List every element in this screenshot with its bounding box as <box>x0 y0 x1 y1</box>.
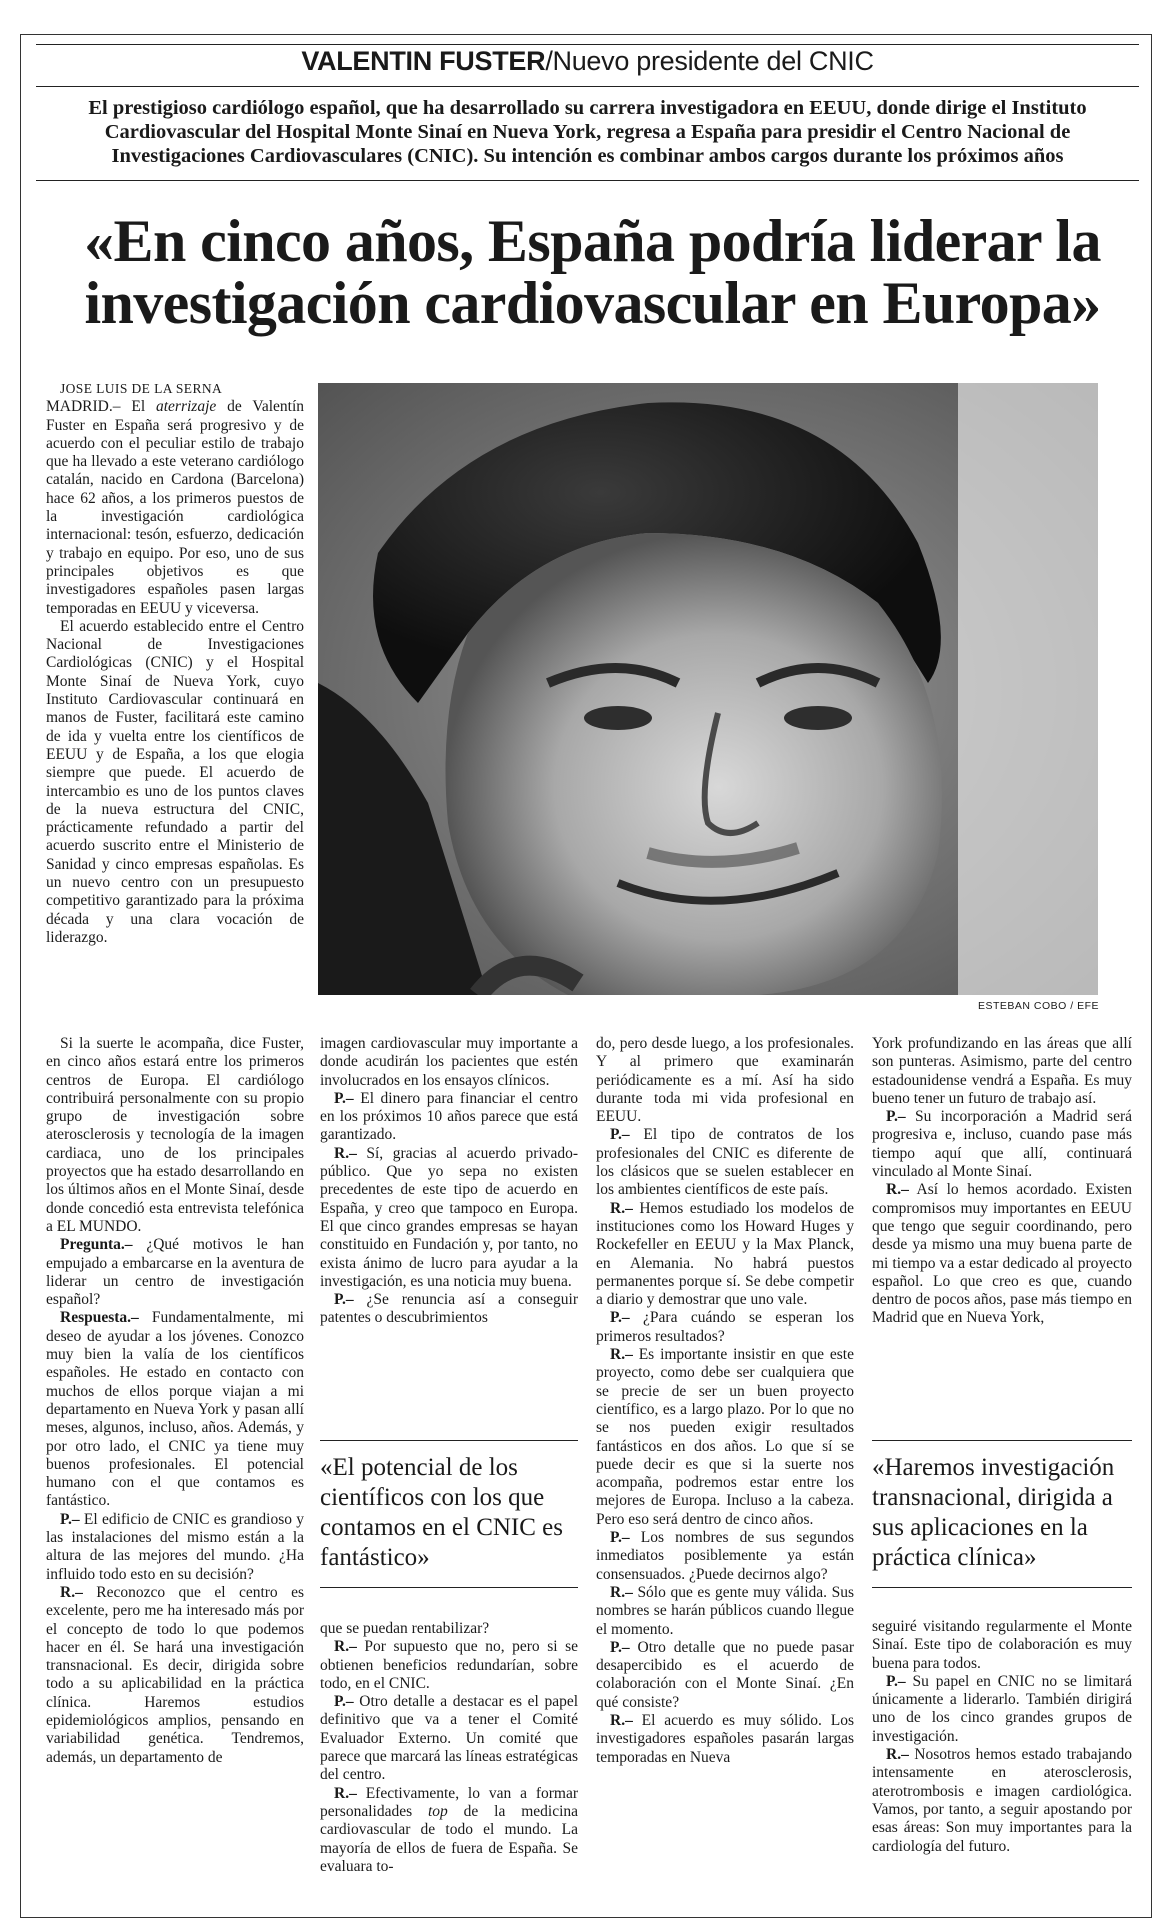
column-3 <box>596 1035 854 1767</box>
column-2-bottom <box>320 1620 578 1876</box>
question-text: Otro detalle a destacar es el papel definitivo que va a tener el Comité Evaluador Externo. Un comité que parece que marcará las líneas estratégicas del centro. <box>320 1693 579 1784</box>
photo-credit: ESTEBAN COBO / EFE <box>977 1000 1099 1012</box>
paragraph: do, pero desde luego, a los profesionales. Y al primero que examinarán periódicamente es a mí. Así ha sido durante toda mi vida profesional en EEUU. <box>596 1035 854 1126</box>
paragraph: seguiré visitando regularmente el Monte Sinaí. Este tipo de colaboración es muy buena para todos. <box>872 1618 1132 1672</box>
question <box>46 1236 304 1309</box>
lead-text-1: El <box>131 398 146 416</box>
lead-italic: aterrizaje <box>156 398 217 416</box>
question-text: El tipo de contratos de los profesionales del CNIC es diferente de los clásicos que se suelen establecer en los ambientes científicos de este país. <box>596 1126 854 1199</box>
kicker <box>0 46 1175 77</box>
question <box>872 1108 1132 1181</box>
question-label: P.– <box>886 1108 906 1126</box>
question-text: El dinero para financiar el centro en los próximos 10 años parece que está garantizado. <box>320 1089 579 1144</box>
question <box>596 1639 854 1712</box>
headline: «En cinco años, España podría liderar la investigación cardiovascular en Europa» <box>84 208 1101 336</box>
kicker-rule <box>36 86 1139 87</box>
question-text: Otro detalle que no puede pasar desapercibido es el acuerdo de colaboración con el Monte Sinaí. ¿En qué consiste? <box>596 1638 855 1711</box>
answer-label: R.– <box>886 1746 909 1764</box>
dateline: MADRID.– <box>46 398 121 416</box>
answer-label: R.– <box>334 1638 357 1656</box>
answer-text: Sólo que es gente muy válida. Sus nombres se harán públicos cuando llegue el momento. <box>596 1583 855 1638</box>
answer <box>46 1309 304 1510</box>
column-4-bottom <box>872 1618 1132 1856</box>
answer <box>320 1638 578 1693</box>
question-text: El edificio de CNIC es grandioso y las instalaciones del mismo están a la altura de las mejores del mundo. ¿Ha influido todo esto en su decisión? <box>46 1510 304 1583</box>
deck-rule <box>36 180 1139 181</box>
answer-text: Es importante insistir en que este proyecto, como debe ser cualquiera que se precie de ser un buen proyecto científico, es a largo plazo. Por lo que no se nos pueden exigir resultados fantásticos en dos años. Lo que sí se puede decir es que si la suerte nos acompaña, podremos estar entre los mejores de Europa. Incluso a la cabeza. Pero eso será dentro de cinco años. <box>596 1346 854 1528</box>
column-4-top <box>872 1035 1132 1328</box>
question-text: ¿Para cuándo se esperan los primeros resultados? <box>596 1309 855 1345</box>
answer-text-2: de la medicina cardiovascular de todo el mundo. La mayoría de ellos de fuera de España. Se evaluara to- <box>320 1802 579 1875</box>
paragraph: York profundizando en las áreas que allí son punteras. Asimismo, parte del centro estadounidense vendrá a España. Es muy bueno tener un futuro de trabajo así. <box>872 1035 1132 1107</box>
answer-text: Reconozco que el centro es excelente, pero me ha interesado más por el concepto de todo lo que podemos hacer en él. Se hará una investigación transnacional. Es decir, dirigida sobre todo a su aplicabilidad en la práctica clínica. Haremos estudios epidemiológicos amplios, pensando en variabilidad genética. Tendremos, además, un departamento de <box>46 1583 304 1766</box>
paragraph: que se puedan rentabilizar? <box>320 1620 490 1637</box>
kicker-separator: / <box>545 46 553 76</box>
answer-text: Fundamentalmente, mi deseo de ayudar a los jóvenes. Conozco muy bien la valía de los científicos españoles. He estado en contacto con muchos de ellos porque viajan a mi departamento en Nueva York y pasan allí meses, algunos, incluso, años. Además, y por otro lado, el CNIC ya tiene muy buenos profesionales. El potencial humano con el que contamos es fantástico. <box>46 1309 304 1510</box>
answer-label: R.– <box>60 1583 83 1601</box>
answer-label: R.– <box>610 1711 633 1729</box>
answer-label: R.– <box>334 1144 357 1162</box>
answer-text: Por supuesto que no, pero si se obtienen beneficios redundarían, sobre todo, en el CNIC. <box>320 1638 579 1692</box>
question-text: Los nombres de sus segundos inmediatos posiblemente ya están consensuados. ¿Puede decirnos algo? <box>596 1529 854 1583</box>
question-text: ¿Qué motivos le han empujado a embarcarse en la aventura de liderar un centro de investigación español? <box>46 1236 304 1309</box>
deck: El prestigioso cardiólogo español, que ha desarrollado su carrera investigadora en EEUU, donde dirige el Instituto Cardiovascular del Hospital Monte Sinaí en Nueva York, regresa a España para presidir el Centro Nacional de Investigaciones Cardiovasculares (CNIC). Su intención es combinar ambos cargos durante los próximos años <box>88 97 1087 167</box>
answer-label: R.– <box>334 1784 357 1802</box>
question <box>320 1693 578 1784</box>
column-1-bottom <box>46 1035 304 1767</box>
question-label: P.– <box>334 1089 354 1107</box>
answer-text: Efectivamente, lo van a formar personalidades <box>320 1784 578 1820</box>
paragraph: imagen cardiovascular muy importante a donde acudirán los pacientes que estén involucrados en los ensayos clínicos. <box>320 1035 578 1089</box>
answer-text: Sí, gracias al acuerdo privado-público. Que yo sepa no existen precedentes de este tipo de acuerdo en España, y creo que tampoco en Europa. El que cinco grandes empresas se hayan constituido en Fundación y, por tanto, no exista ánimo de lucro para ayudar a la investigación, es una noticia muy buena. <box>320 1144 578 1290</box>
answer <box>596 1346 854 1529</box>
question <box>596 1309 854 1346</box>
answer-text: Hemos estudiado los modelos de instituciones como los Howard Huges y Rockefeller en EEUU y la Max Planck, en Alemania. No habrá puestos permanentes porque sí. Se debe competir a diario y demostrar que uno vale. <box>596 1199 855 1309</box>
kicker-topic: Nuevo presidente del CNIC <box>552 46 874 76</box>
pull-quote-2: «Haremos investigación transnacional, dirigida a sus aplicaciones en la práctica clínica» <box>872 1440 1132 1588</box>
answer <box>596 1712 854 1767</box>
answer-text: El acuerdo es muy sólido. Los investigadores españoles pasarán largas temporadas en Nueva <box>596 1711 854 1766</box>
paragraph: Si la suerte le acompaña, dice Fuster, en cinco años estará entre los primeros centros de Europa. El cardiólogo contribuirá personalmente con su propio grupo de investigación sobre aterosclerosis y tecnología de la imagen cardiaca, uno de los principales proyectos que ha estado desarrollando en los últimos años en el Monte Sinaí, desde donde concedió esta entrevista telefónica a EL MUNDO. <box>46 1035 304 1235</box>
answer <box>872 1181 1132 1327</box>
lead-text-2: de Valentín Fuster en España será progresivo y de acuerdo con el peculiar estilo de trabajo que ha llevado a este veterano cardiólogo catalán, nacido en Cardona (Barcelona) hace 62 años, a los primeros puestos de la investigación cardiológica internacional: tesón, esfuerzo, dedicación y trabajo en equipo. Por eso, uno de sus principales objetivos es que investigadores españoles pasen largas temporadas en EEUU y viceversa. <box>46 398 304 617</box>
answer <box>596 1584 854 1639</box>
question-label: P.– <box>610 1126 630 1144</box>
question-label: P.– <box>60 1510 80 1528</box>
question <box>46 1511 304 1584</box>
answer <box>320 1785 578 1876</box>
kicker-name: VALENTIN FUSTER <box>301 46 546 76</box>
question-label: Pregunta.– <box>60 1236 133 1254</box>
answer <box>320 1145 578 1291</box>
answer-label: R.– <box>610 1199 633 1217</box>
question-text: Su papel en CNIC no se limitará únicamente a liderarlo. También dirigirá uno de los cinco grandes grupos de investigación. <box>872 1672 1132 1745</box>
answer-text: Así lo hemos acordado. Existen compromisos muy importantes en EEUU que tengo que seguir coordinando, pero desde ya mismo una muy buena parte de mi tiempo va a estar dedicado al proyecto español. Lo que creo es que, cuando dentro de pocos años, pase más tiempo en Madrid que en Nueva York, <box>872 1181 1132 1327</box>
answer <box>596 1200 854 1310</box>
column-1-top <box>46 380 304 947</box>
column-2-top <box>320 1035 578 1328</box>
question-label: P.– <box>610 1638 630 1656</box>
lead-paragraph <box>46 398 304 618</box>
question-text: ¿Se renuncia así a conseguir patentes o descubrimientos <box>320 1291 579 1327</box>
answer-label: R.– <box>610 1346 633 1364</box>
answer <box>46 1584 304 1767</box>
question-label: P.– <box>610 1309 630 1327</box>
question <box>596 1126 854 1199</box>
answer-text: Nosotros hemos estado trabajando intensamente en aterosclerosis, aterotrombosis e imagen cardiológica. Vamos, por tanto, a seguir apostando por esas áreas: Son muy importantes para la cardiología del futuro. <box>872 1746 1132 1855</box>
question-label: P.– <box>334 1693 354 1711</box>
question-label: P.– <box>610 1529 630 1547</box>
answer-italic: top <box>427 1802 448 1820</box>
question <box>320 1291 578 1328</box>
portrait-image <box>318 383 1098 995</box>
answer-label: R.– <box>610 1583 633 1601</box>
pull-quote-1: «El potencial de los científicos con los que contamos en el CNIC es fantástico» <box>320 1440 578 1588</box>
top-rule <box>36 44 1139 45</box>
answer-label: Respuesta.– <box>60 1309 139 1327</box>
question <box>872 1673 1132 1746</box>
portrait-photo <box>318 383 1098 995</box>
paragraph: El acuerdo establecido entre el Centro Nacional de Investigaciones Cardiológicas (CNIC) y el Hospital Monte Sinaí de Nueva York, cuyo Instituto Cardiovascular continuará en manos de Fuster, facilitará este camino de ida y vuelta entre los científicos de EEUU y de España, a los que elogia siempre que puede. El acuerdo de intercambio es uno de los puntos claves de la nueva estructura del CNIC, prácticamente refundado a partir del acuerdo suscrito entre el Ministerio de Sanidad y cinco empresas españolas. Es un nuevo centro con un presupuesto competitivo garantizado para la próxima década y una clara vocación de liderazgo. <box>46 617 304 946</box>
byline: JOSE LUIS DE LA SERNA <box>60 381 223 396</box>
question-label: P.– <box>886 1672 906 1690</box>
question <box>596 1529 854 1584</box>
question <box>320 1090 578 1145</box>
answer-label: R.– <box>886 1181 909 1199</box>
question-text: Su incorporación a Madrid será progresiva e, incluso, cuando pase más tiempo aquí que allí, continuará vinculado al Monte Sinaí. <box>872 1108 1132 1181</box>
answer <box>872 1746 1132 1856</box>
question-label: P.– <box>334 1291 354 1309</box>
